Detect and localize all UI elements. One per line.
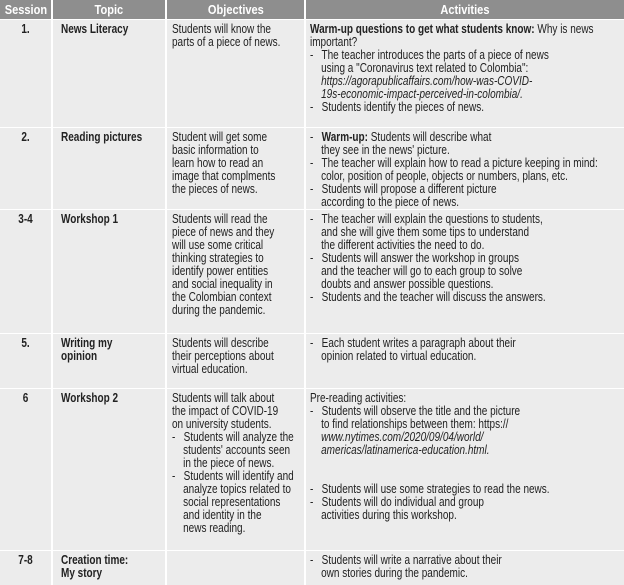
- header-session: [0, 0, 51, 19]
- header-objectives-label: Objectives: [207, 2, 264, 17]
- header-objectives: [167, 0, 304, 19]
- row-6-objectives-cell: [167, 551, 304, 585]
- header-session-label: Session: [4, 2, 47, 17]
- text-segment: the Colombian context: [172, 290, 272, 304]
- text-segment: own stories during the pandemic.: [310, 566, 468, 580]
- session-line: 2.: [21, 130, 30, 144]
- text-segment: Student will get some: [172, 130, 268, 144]
- row-5-objectives-cell: [167, 389, 304, 550]
- text-segment: - Students will observe the title and the picture: [310, 404, 521, 418]
- text-segment: - Students will use some strategies to read the news.: [310, 482, 550, 496]
- text-segment: their perceptions about: [172, 349, 274, 363]
- text-segment: -: [310, 130, 322, 144]
- text-segment: Warm-up questions to get what students know:: [310, 22, 535, 36]
- text-segment: basic information to: [172, 143, 259, 157]
- text-segment: and she will give them some tips to understand: [310, 225, 530, 239]
- session-line: 5.: [21, 336, 30, 350]
- text-segment: Students will read the: [172, 212, 268, 226]
- text-segment: the different activities the need to do.: [310, 238, 485, 252]
- text-segment: and social inequality in: [172, 277, 273, 291]
- text-segment: virtual education.: [172, 362, 248, 376]
- row-6-activities-cell: [306, 551, 624, 585]
- url-text: www.nytimes.com/2020/09/04/world/: [310, 430, 484, 444]
- text-segment: parts of a piece of news.: [172, 35, 281, 49]
- text-segment: on university students.: [172, 417, 272, 431]
- topic-line: My story: [61, 566, 103, 580]
- header-activities: [306, 0, 624, 19]
- topic-line: Writing my: [61, 336, 113, 350]
- text-segment: - Students will answer the workshop in groups: [310, 251, 519, 265]
- objectives-line: [172, 304, 278, 317]
- text-segment: according to the piece of news.: [310, 195, 459, 209]
- text-segment: thinking strategies to: [172, 251, 264, 265]
- topic-line: News Literacy: [61, 22, 129, 36]
- activities-line: [310, 196, 561, 209]
- session-line: 6: [22, 391, 29, 405]
- text-segment: opinion related to virtual education.: [310, 349, 477, 363]
- row-6-session-cell: [0, 551, 51, 585]
- row-4-objectives-cell: [167, 334, 304, 388]
- row-2-objectives-cell: [167, 128, 304, 209]
- objectives-line: [172, 35, 281, 49]
- text-segment: Students will talk about: [172, 391, 275, 405]
- text-segment: to find relationships between them: https://: [310, 417, 509, 431]
- row-6-topic-cell: [53, 551, 165, 585]
- text-segment: students' accounts seen: [172, 443, 291, 457]
- text-segment: doubts and answer possible questions.: [310, 277, 494, 291]
- text-segment: - Students will do individual and group: [310, 495, 484, 509]
- objectives-line: [172, 363, 278, 376]
- text-segment: using a "Coronavirus text related to Colombia":: [310, 61, 529, 75]
- text-segment: the pieces of news.: [172, 182, 258, 196]
- row-5-topic-cell: [53, 389, 165, 550]
- text-segment: Students will describe: [172, 336, 269, 350]
- text-segment: - Students and the teacher will discuss the answers.: [310, 290, 546, 304]
- text-segment: they see in the news' picture.: [310, 143, 450, 157]
- row-3-topic-cell: [53, 210, 165, 333]
- url-text: americas/latinamerica-education.html.: [310, 443, 490, 457]
- text-segment: image that complments: [172, 169, 276, 183]
- text-segment: learn how to read an: [172, 156, 264, 170]
- row-3-session-cell: [0, 210, 51, 333]
- text-segment: will use some critical: [172, 238, 264, 252]
- text-segment: - Each student writes a paragraph about their: [310, 336, 516, 350]
- text-segment: color, position of people, objects or numbers, plans, etc.: [310, 169, 568, 183]
- row-1-objectives-cell: [167, 20, 304, 127]
- url-text: 19s-economic-impact-perceived-in-colombia/.: [310, 87, 523, 101]
- text-segment: activities during this workshop.: [310, 508, 457, 522]
- text-segment: important?: [310, 35, 358, 49]
- topic-line: Creation time:: [61, 553, 129, 567]
- header-topic: [53, 0, 165, 19]
- topic-line: Reading pictures: [61, 130, 143, 144]
- text-segment: Why is news: [534, 22, 594, 36]
- row-2-activities-cell: [306, 128, 624, 209]
- activities-line: [310, 101, 561, 114]
- row-2-session-cell: [0, 128, 51, 209]
- row-1-topic-cell: [53, 20, 165, 127]
- row-2-topic-cell: [53, 128, 165, 209]
- text-segment: Warm-up:: [321, 130, 368, 144]
- row-1-activities-cell: [306, 20, 624, 127]
- text-segment: - Students identify the pieces of news.: [310, 100, 484, 114]
- text-segment: - The teacher will explain how to read a picture keeping in mind:: [310, 156, 598, 170]
- activities-line: [310, 444, 561, 457]
- text-segment: Students will know the: [172, 22, 271, 36]
- row-5-activities-cell: [306, 389, 624, 550]
- activities-line: [310, 457, 561, 470]
- text-segment: in the piece of news.: [172, 456, 275, 470]
- activities-line: [310, 291, 561, 304]
- text-segment: - Students will propose a different picture: [310, 182, 497, 196]
- text-segment: during the pandemic.: [172, 303, 266, 317]
- objectives-line: [172, 522, 278, 535]
- row-4-topic-cell: [53, 334, 165, 388]
- text-segment: and the teacher will go to each group to solve: [310, 264, 523, 278]
- row-5-session-cell: [0, 389, 51, 550]
- text-segment: - Students will identify and: [172, 469, 294, 483]
- text-segment: - Students will analyze the: [172, 430, 294, 444]
- text-segment: analyze topics related to: [172, 482, 291, 496]
- activities-line: [310, 509, 561, 522]
- row-1-session-cell: [0, 20, 51, 127]
- row-3-activities-cell: [306, 210, 624, 333]
- objectives-line: [172, 183, 278, 196]
- text-segment: Students will describe what: [367, 130, 492, 144]
- topic-line: Workshop 1: [61, 212, 119, 226]
- text-segment: - Students will write a narrative about their: [310, 553, 502, 567]
- text-segment: piece of news and they: [172, 225, 275, 239]
- activities-line: [310, 350, 561, 363]
- text-segment: identify power entities: [172, 264, 269, 278]
- text-segment: news reading.: [172, 521, 246, 535]
- header-topic-label: Topic: [94, 2, 124, 17]
- row-4-activities-cell: [306, 334, 624, 388]
- session-line: 3-4: [18, 212, 33, 226]
- url-text: https://agorapublicaffairs.com/how-was-COVID-: [310, 74, 533, 88]
- topic-line: opinion: [61, 349, 98, 363]
- text-segment: social representations: [172, 495, 281, 509]
- row-3-objectives-cell: [167, 210, 304, 333]
- session-line: 7-8: [18, 553, 33, 567]
- text-segment: the impact of COVID-19: [172, 404, 279, 418]
- header-activities-label: Activities: [440, 2, 490, 17]
- session-line: 1.: [21, 22, 30, 36]
- text-segment: - The teacher introduces the parts of a piece of news: [310, 48, 549, 62]
- activities-line: [310, 567, 561, 580]
- row-4-session-cell: [0, 334, 51, 388]
- text-segment: and identity in the: [172, 508, 262, 522]
- text-segment: Pre-reading activities:: [310, 391, 407, 405]
- text-segment: - The teacher will explain the questions to students,: [310, 212, 543, 226]
- topic-line: Workshop 2: [61, 391, 119, 405]
